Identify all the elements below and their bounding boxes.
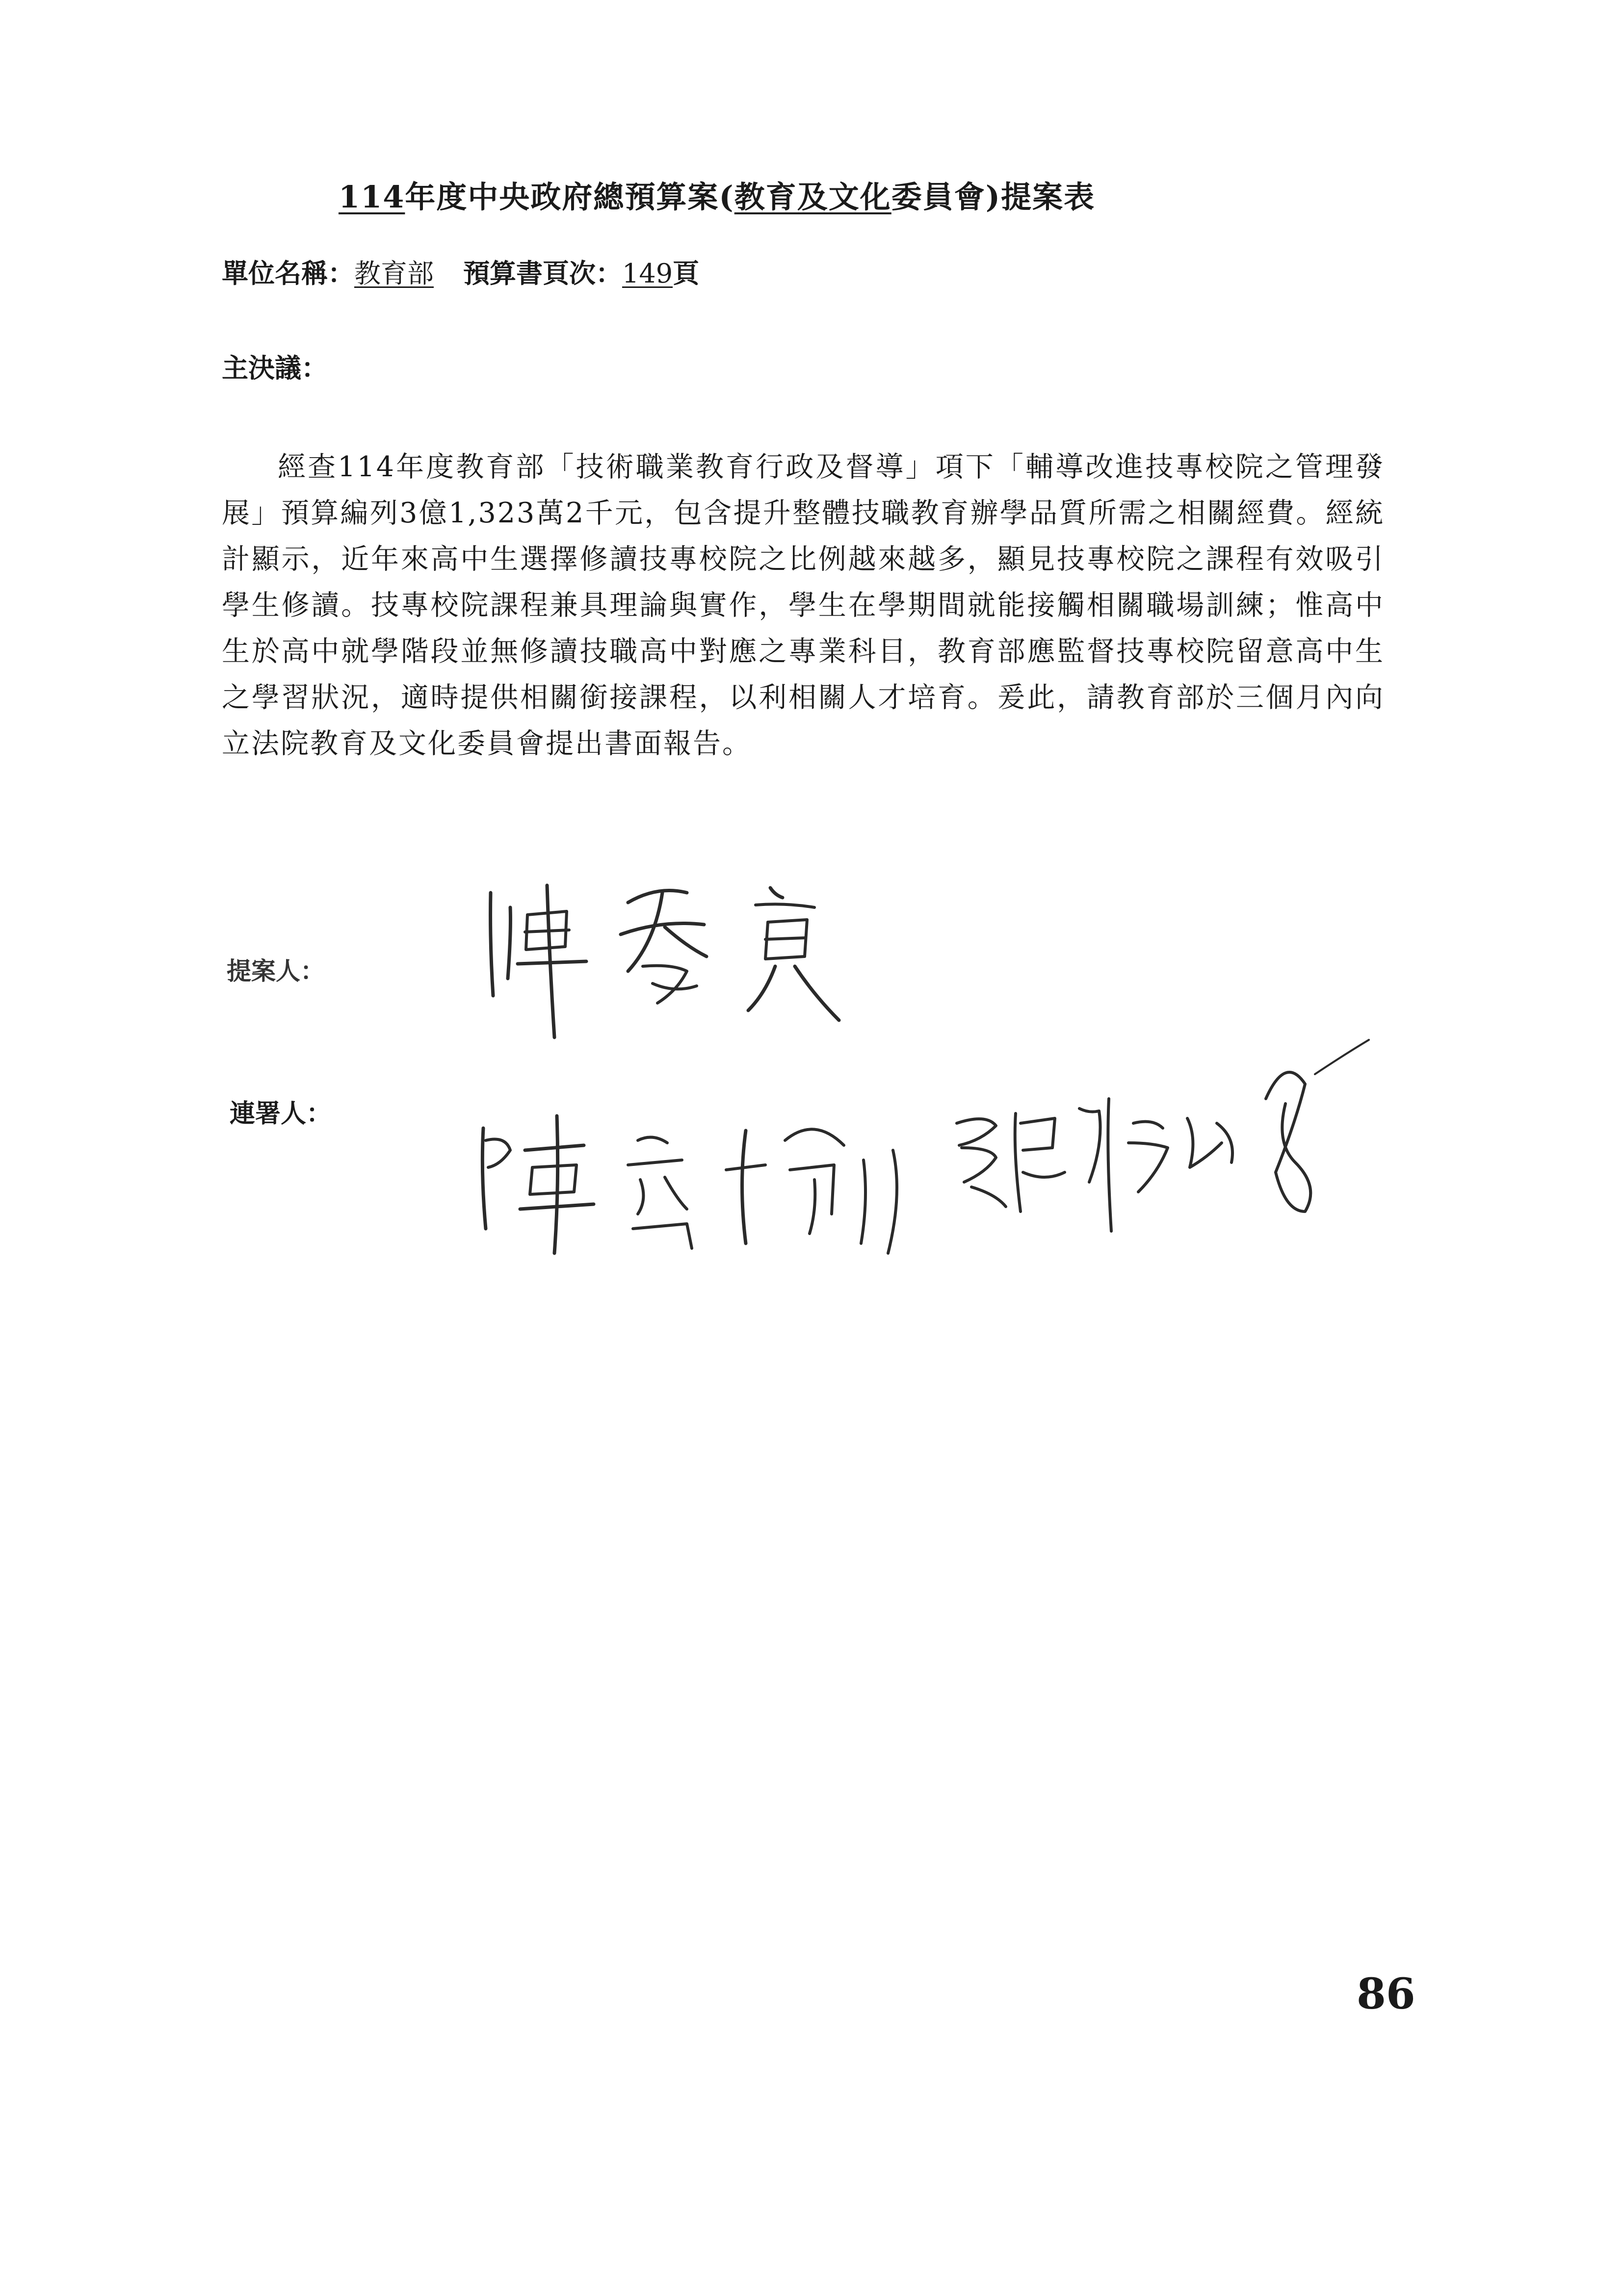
page-ref-suffix: 頁 [673,258,700,289]
title-part-1: 年度中央政府總預算案( [405,179,734,215]
page-ref-value: 149 [622,258,673,289]
cosigner-label: 連署人： [230,1099,332,1129]
title-committee: 教育及文化 [734,179,891,215]
unit-line [222,253,699,290]
resolution-body: 經查114年度教育部「技術職業教育行政及督導」項下「輔導改進技專校院之管理發展」預算編列3億1,323萬2千元，包含提升整體技職教育辦學品質所需之相關經費。經統計顯示，近年來高中生選擇修讀技專校院之比例越來越多，顯見技專校院之課程有效吸引學生修讀。技專校院課程兼具理論與實作，學生在學期間就能接觸相關職場訓練；惟高中生於高中就學階段並無修讀技職高中對應之專業科目，教育部應監督技專校院留意高中生之學習狀況，適時提供相關銜接課程，以利相關人才培育。爰此，請教育部於三個月內向立法院教育及文化委員會提出書面報告。 [222,451,1385,760]
document-title [339,173,1095,216]
page-ref-label: 預算書頁次： [463,258,622,289]
page-number: 86 [1357,1969,1415,2019]
resolution-label: 主決議： [222,352,328,384]
title-part-2: 委員會)提案表 [891,179,1096,215]
unit-label: 單位名稱： [222,258,354,289]
proposer-signature [481,873,883,1050]
cosigner-signature-1 [471,1086,913,1263]
cosigner-signature-2 [942,1025,1384,1280]
title-year: 114 [339,179,405,215]
unit-value: 教育部 [354,258,434,289]
proposer-label: 提案人： [227,956,325,985]
